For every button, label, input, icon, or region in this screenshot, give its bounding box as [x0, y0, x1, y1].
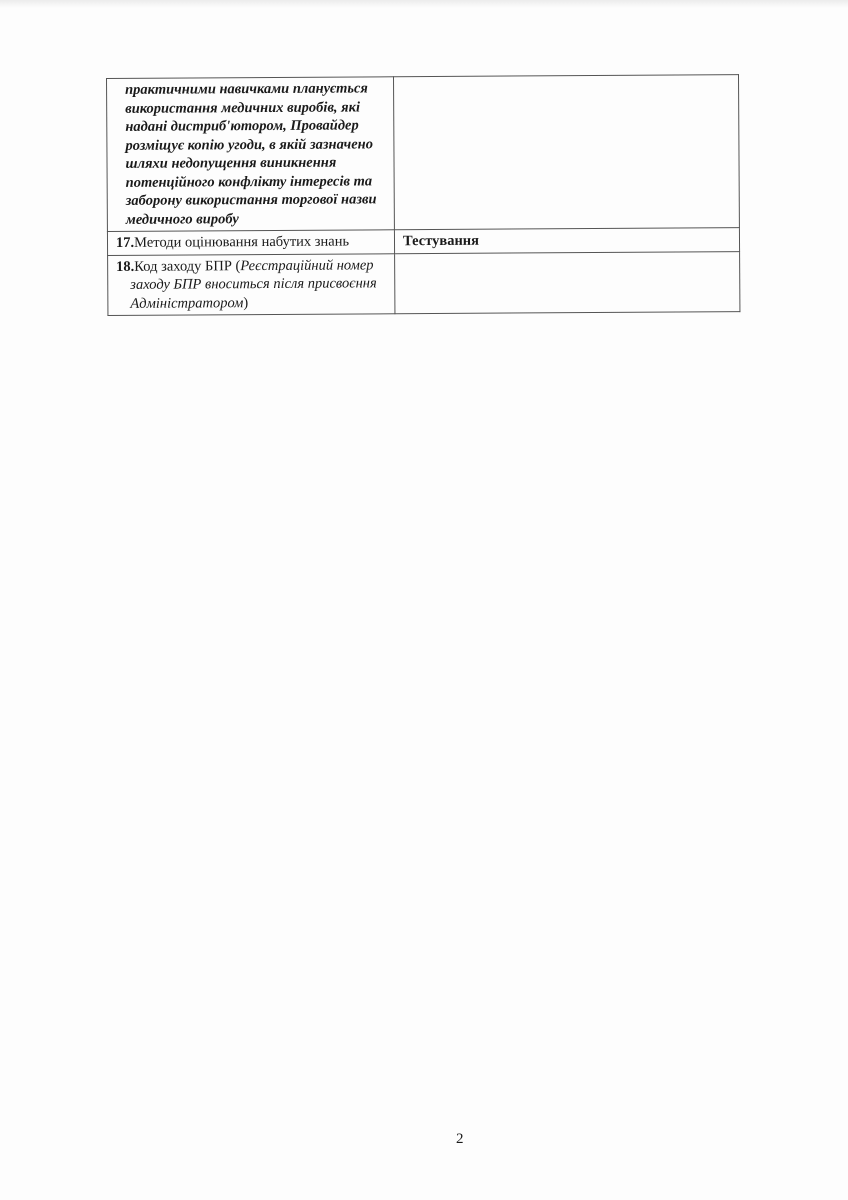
form-table	[106, 74, 740, 316]
table-row-continuation	[107, 75, 740, 232]
row17-label-cell	[107, 230, 394, 255]
scan-top-edge	[0, 0, 848, 8]
row18-note: Реєстраційний номер заходу БПР вноситься після присвоєння Адміністратором	[130, 256, 377, 312]
continuation-text-cell	[107, 77, 395, 232]
row17-number: 17.	[115, 234, 135, 251]
row18-label-end: )	[243, 294, 249, 311]
row18-number: 18.	[116, 258, 135, 275]
row18-label: Код заходу БПР (	[134, 257, 241, 275]
row18-value	[395, 251, 740, 314]
continuation-text: практичними навичками планується використання медичних виробів, які надані дистриб'ютором, Провайдер розміщує копію угоди, в якій зазначено шляхи недопущення виникнення потенційного конфлікту інтересів та заборону використання торгової назви медичного виробу	[125, 80, 377, 228]
row17-value: Тестування	[394, 228, 739, 254]
row18-label-cell	[108, 253, 395, 315]
table-row-18	[108, 251, 740, 315]
continuation-value-cell	[393, 75, 739, 230]
row17-label: Методи оцінювання набутих знань	[134, 233, 350, 251]
page-number: 2	[456, 1131, 464, 1147]
